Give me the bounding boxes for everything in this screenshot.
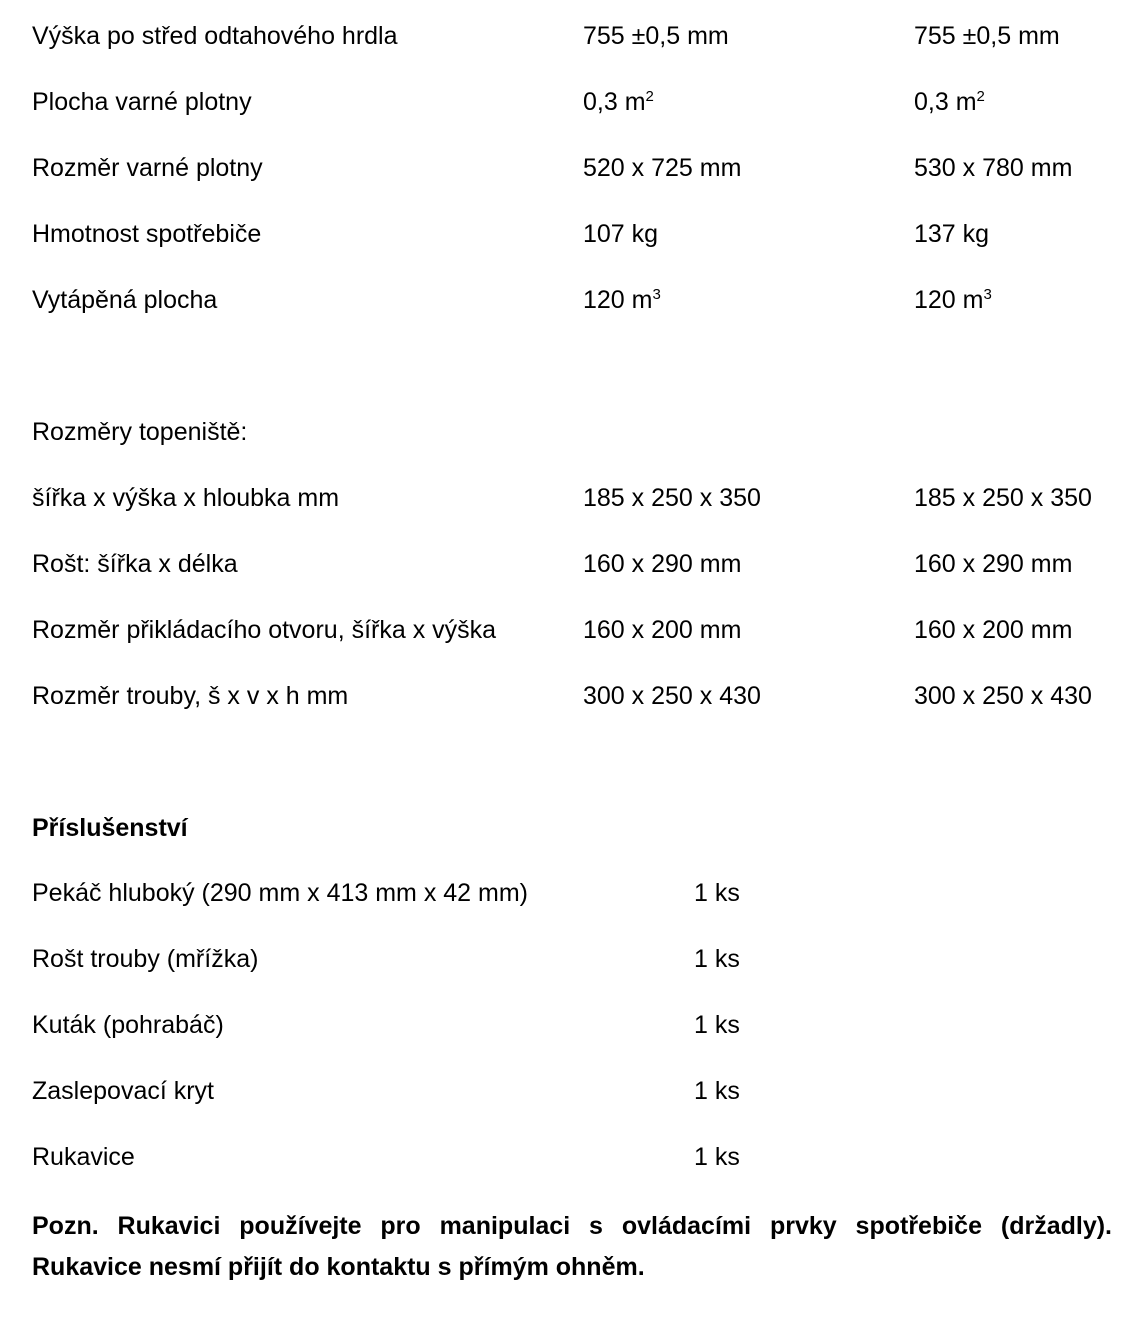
firebox-value-1: 160 x 200 mm (583, 616, 742, 644)
spec-value-1: 107 kg (583, 220, 659, 248)
note-line-2: Rukavice nesmí přijít do kontaktu s přímým ohněm. (32, 1253, 645, 1281)
firebox-value-2: 160 x 290 mm (914, 550, 1073, 578)
accessory-qty: 1 ks (694, 945, 740, 973)
spec-value-2: 530 x 780 mm (914, 154, 1073, 182)
firebox-label: šířka x výška x hloubka mm (32, 484, 340, 512)
spec-label: Rozměr varné plotny (32, 154, 263, 182)
accessory-qty: 1 ks (694, 1143, 740, 1171)
spec-value-1: 520 x 725 mm (583, 154, 742, 182)
firebox-label: Rozměr trouby, š x v x h mm (32, 682, 349, 710)
firebox-value-2: 185 x 250 x 350 (914, 484, 1092, 512)
accessory-label: Zaslepovací kryt (32, 1077, 215, 1105)
accessory-qty: 1 ks (694, 1077, 740, 1105)
firebox-value-1: 300 x 250 x 430 (583, 682, 761, 710)
accessory-qty: 1 ks (694, 1011, 740, 1039)
accessory-qty: 1 ks (694, 879, 740, 907)
accessory-label: Rošt trouby (mřížka) (32, 945, 259, 973)
note (32, 1206, 1112, 1288)
accessory-label: Pekáč hluboký (290 mm x 413 mm x 42 mm) (32, 879, 528, 907)
note-line-1: Pozn. Rukavici používejte pro manipulaci s ovládacími prvky spotřebiče (držadly). (32, 1212, 1112, 1240)
spec-label: Plocha varné plotny (32, 88, 252, 116)
firebox-value-1: 185 x 250 x 350 (583, 484, 761, 512)
spec-value-2: 120 $m^3$ (914, 286, 992, 314)
accessories-heading: Příslušenství (32, 814, 188, 842)
firebox-label: Rozměr přikládacího otvoru, šířka x výška (32, 616, 497, 644)
accessory-label: Kuták (pohrabáč) (32, 1011, 224, 1039)
firebox-label: Rošt: šířka x délka (32, 550, 238, 578)
accessory-label: Rukavice (32, 1143, 135, 1171)
spec-label: Vytápěná plocha (32, 286, 218, 314)
firebox-value-2: 300 x 250 x 430 (914, 682, 1092, 710)
spec-value-1: 120 $m^3$ (583, 286, 661, 314)
spec-value-2: 137 kg (914, 220, 990, 248)
firebox-value-2: 160 x 200 mm (914, 616, 1073, 644)
firebox-heading: Rozměry topeniště: (32, 418, 248, 446)
spec-value-2: 755 ±0,5 mm (914, 22, 1060, 50)
spec-label: Výška po střed odtahového hrdla (32, 22, 398, 50)
firebox-value-1: 160 x 290 mm (583, 550, 742, 578)
spec-value-2: 0,3 $m^2$ (914, 88, 985, 116)
spec-value-1: 755 ±0,5 mm (583, 22, 729, 50)
spec-label: Hmotnost spotřebiče (32, 220, 262, 248)
spec-value-1: 0,3 $m^2$ (583, 88, 654, 116)
